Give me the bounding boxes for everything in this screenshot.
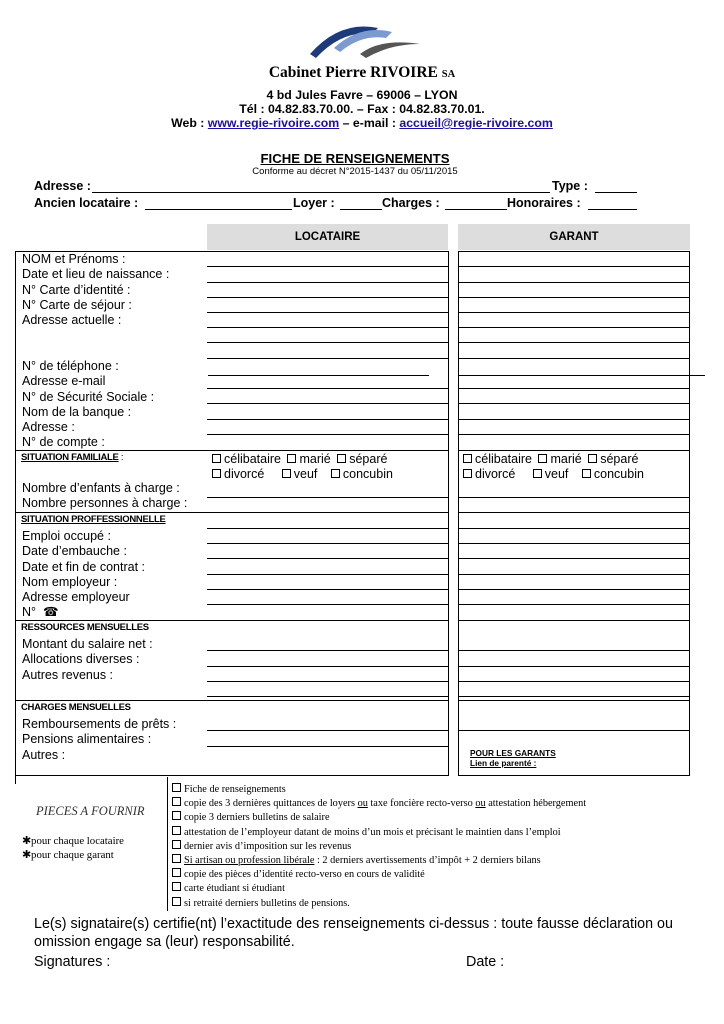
net-salary-label: Montant du salaire net :: [22, 637, 153, 651]
current-address-label: Adresse actuelle :: [22, 313, 122, 328]
company-name: Cabinet Pierre RIVOIRE SA: [268, 64, 456, 81]
documents-notes: [22, 834, 124, 863]
checkbox-icon: [212, 454, 221, 463]
input-line[interactable]: [207, 666, 448, 667]
social-security-label: N° de Sécurité Sociale :: [22, 389, 155, 404]
input-line[interactable]: [458, 543, 690, 544]
charges-section-heading: CHARGES MENSUELLES: [21, 702, 131, 713]
input-line[interactable]: [458, 558, 690, 559]
input-line[interactable]: [458, 589, 690, 590]
option-widowed[interactable]: veuf: [282, 467, 318, 481]
professional-section-heading: SITUATION PROFFESSIONNELLE: [21, 514, 166, 525]
option-separated[interactable]: séparé: [588, 452, 638, 466]
input-line[interactable]: [207, 388, 448, 389]
checkbox-icon: [172, 826, 181, 835]
checkbox-icon: [463, 469, 472, 478]
birth-label: Date et lieu de naissance :: [22, 267, 170, 282]
checkbox-icon: [588, 454, 597, 463]
input-line[interactable]: [207, 312, 448, 313]
option-married[interactable]: marié: [287, 452, 330, 466]
input-line[interactable]: [458, 528, 690, 529]
family-section-heading: SITUATION FAMILIALE :: [21, 452, 124, 463]
checkbox-icon: [212, 469, 221, 478]
input-line[interactable]: [458, 266, 690, 267]
checkbox-icon: [463, 454, 472, 463]
type-label: Type :: [552, 179, 588, 193]
other-charges-label: Autres :: [22, 747, 66, 762]
input-line[interactable]: [458, 434, 690, 435]
children-count-label: Nombre d’enfants à charge :: [22, 481, 180, 495]
input-line[interactable]: [207, 543, 448, 544]
option-cohabiting[interactable]: concubin: [582, 467, 644, 481]
id-card-label: N° Carte d’identité :: [22, 282, 131, 297]
checkbox-icon: [337, 454, 346, 463]
checkbox-icon: [172, 854, 181, 863]
documents-checklist: [172, 783, 586, 911]
checkbox-icon: [282, 469, 291, 478]
employer-address-label: Adresse employeur: [22, 590, 130, 605]
input-line[interactable]: [458, 666, 690, 667]
guarantor-form-table: [458, 251, 690, 776]
input-line[interactable]: [207, 650, 448, 651]
company-address: 4 bd Jules Favre – 69006 – LYON: [266, 88, 458, 102]
checkbox-icon: [172, 840, 181, 849]
input-line[interactable]: [207, 589, 448, 590]
identity-labels: [22, 252, 169, 328]
certification-text: Le(s) signataire(s) certifie(nt) l’exactitude des renseignements ci-dessus : toute fausse déclaration ou omission engage sa (leur) responsabilité.: [34, 916, 673, 950]
input-line[interactable]: [207, 434, 448, 435]
input-line[interactable]: [458, 650, 690, 651]
contract-dates-label: Date et fin de contrat :: [22, 559, 145, 574]
option-widowed[interactable]: veuf: [533, 467, 569, 481]
form-subtitle: Conforme au décret N°2015-1437 du 05/11/2015: [252, 166, 458, 177]
loan-repayments-label: Remboursements de prêts :: [22, 717, 177, 731]
account-number-label: N° de compte :: [22, 435, 105, 450]
address-label: Adresse :: [34, 179, 91, 193]
option-cohabiting[interactable]: concubin: [331, 467, 393, 481]
checkbox-icon: [172, 797, 181, 806]
input-line[interactable]: [207, 528, 448, 529]
fees-field[interactable]: [588, 209, 637, 210]
input-line[interactable]: [458, 497, 690, 498]
input-line[interactable]: [458, 403, 690, 404]
input-line[interactable]: [207, 403, 448, 404]
doc-item[interactable]: copie des pièces d’identité recto-verso en cours de validité: [172, 868, 586, 882]
doc-item[interactable]: Si artisan ou profession libérale : 2 derniers avertissements d’impôt + 2 derniers bilans: [172, 854, 586, 868]
checkbox-icon: [172, 811, 181, 820]
charges-field[interactable]: [445, 209, 507, 210]
name-label: NOM et Prénoms :: [22, 252, 126, 266]
charges-label: Charges :: [382, 196, 440, 210]
input-line[interactable]: [207, 327, 448, 328]
input-line[interactable]: [207, 604, 448, 605]
input-line[interactable]: [207, 282, 448, 283]
input-line[interactable]: [458, 730, 690, 731]
asterisk-icon: ✱: [22, 849, 32, 862]
checkbox-icon: [331, 469, 340, 478]
input-line[interactable]: [458, 327, 690, 328]
checkbox-icon: [172, 868, 181, 877]
guarantor-phone-field[interactable]: [459, 375, 705, 376]
rent-label: Loyer :: [293, 196, 335, 210]
doc-item[interactable]: copie 3 derniers bulletins de salaire: [172, 811, 586, 825]
input-line[interactable]: [458, 604, 690, 605]
option-divorced[interactable]: divorcé: [212, 467, 264, 481]
tenant-family-options-row2: [212, 467, 393, 481]
note-per-guarantor: ✱pour chaque garant: [22, 849, 114, 862]
note-per-tenant: ✱pour chaque locataire: [22, 835, 124, 847]
input-line[interactable]: [458, 282, 690, 283]
option-married[interactable]: marié: [538, 452, 581, 466]
type-field[interactable]: [595, 192, 637, 193]
tenant-family-options-row1: [212, 452, 387, 466]
company-phone-fax: Tél : 04.82.83.70.00. – Fax : 04.82.83.70.01.: [239, 102, 485, 116]
input-line[interactable]: [458, 388, 690, 389]
option-single[interactable]: célibataire: [463, 452, 532, 466]
bank-address-label: Adresse :: [22, 420, 75, 435]
charges-labels: [22, 717, 176, 763]
input-line[interactable]: [207, 696, 448, 697]
checkbox-icon: [538, 454, 547, 463]
email-label: Adresse e-mail: [22, 374, 106, 389]
company-web-email: Web : www.regie-rivoire.com – e-mail : accueil@regie-rivoire.com: [171, 116, 553, 130]
option-single[interactable]: célibataire: [212, 452, 281, 466]
address-field[interactable]: [92, 192, 550, 193]
input-line[interactable]: [207, 746, 448, 747]
doc-item[interactable]: dernier avis d’imposition sur les revenus: [172, 840, 586, 854]
residence-permit-label: N° Carte de séjour :: [22, 297, 132, 312]
dependents-count-label: Nombre personnes à charge :: [22, 496, 188, 511]
input-line[interactable]: [207, 266, 448, 267]
form-title: FICHE DE RENSEIGNEMENTS: [260, 151, 450, 166]
input-line[interactable]: [458, 696, 690, 697]
input-line[interactable]: [207, 358, 448, 359]
input-line[interactable]: [207, 730, 448, 731]
input-line[interactable]: [458, 312, 690, 313]
checkbox-icon: [287, 454, 296, 463]
fees-label: Honoraires :: [507, 196, 581, 210]
family-labels: [22, 481, 187, 512]
former-tenant-field[interactable]: [145, 209, 292, 210]
option-divorced[interactable]: divorcé: [463, 467, 515, 481]
input-line[interactable]: [458, 358, 690, 359]
checkbox-icon: [172, 882, 181, 891]
input-line[interactable]: [207, 558, 448, 559]
job-label: Emploi occupé :: [22, 529, 111, 543]
guarantor-relation-note: POUR LES GARANTS Lien de parenté :: [470, 748, 556, 768]
hire-date-label: Date d’embauche :: [22, 544, 127, 559]
company-logo: [300, 14, 430, 70]
checkbox-icon: [533, 469, 542, 478]
doc-item[interactable]: Fiche de renseignements: [172, 783, 586, 797]
checkbox-icon: [582, 469, 591, 478]
asterisk-icon: ✱: [22, 835, 32, 847]
professional-labels: [22, 529, 145, 621]
tenant-column-header: LOCATAIRE: [207, 224, 448, 250]
doc-item[interactable]: carte étudiant si étudiant: [172, 882, 586, 896]
checkbox-icon: [172, 783, 181, 792]
other-income-label: Autres revenus :: [22, 667, 114, 682]
documents-title: PIECES A FOURNIR: [36, 804, 145, 818]
bank-name-label: Nom de la banque :: [22, 404, 132, 419]
input-line[interactable]: [207, 574, 448, 575]
phone-icon: ☎: [42, 605, 59, 620]
doc-item[interactable]: attestation de l’employeur datant de moins d’un mois et précisant le maintien dans l’emploi: [172, 826, 586, 840]
tenant-phone-field[interactable]: [208, 375, 429, 376]
input-line[interactable]: [458, 681, 690, 682]
guarantor-family-options-row2: [463, 467, 644, 481]
former-tenant-label: Ancien locataire :: [34, 196, 139, 210]
employer-phone-label: N° ☎: [22, 605, 59, 620]
input-line[interactable]: [458, 342, 690, 343]
guarantor-family-options-row1: [463, 452, 638, 466]
input-line[interactable]: [207, 342, 448, 343]
input-line[interactable]: [458, 297, 690, 298]
input-line[interactable]: [207, 419, 448, 420]
date-label: Date :: [466, 954, 505, 970]
website-link[interactable]: www.regie-rivoire.com: [207, 116, 340, 130]
input-line[interactable]: [458, 419, 690, 420]
contact-labels: [22, 359, 154, 451]
phone-label: N° de téléphone :: [22, 359, 119, 373]
email-link[interactable]: accueil@regie-rivoire.com: [399, 116, 553, 130]
employer-name-label: Nom employeur :: [22, 574, 118, 589]
doc-item[interactable]: copie des 3 dernières quittances de loyers ou taxe foncière recto-verso ou attestation hébergement: [172, 797, 586, 811]
rent-field[interactable]: [340, 209, 382, 210]
option-separated[interactable]: séparé: [337, 452, 387, 466]
doc-item[interactable]: si retraité derniers bulletins de pensions.: [172, 897, 586, 911]
input-line[interactable]: [207, 681, 448, 682]
checkbox-icon: [172, 897, 181, 906]
input-line[interactable]: [458, 574, 690, 575]
signatures-label: Signatures :: [34, 954, 111, 970]
alimony-label: Pensions alimentaires :: [22, 732, 152, 747]
allowances-label: Allocations diverses :: [22, 652, 140, 667]
income-labels: [22, 637, 153, 683]
income-section-heading: RESSOURCES MENSUELLES: [21, 622, 149, 633]
input-line[interactable]: [207, 497, 448, 498]
guarantor-column-header: GARANT: [458, 224, 690, 250]
input-line[interactable]: [207, 297, 448, 298]
